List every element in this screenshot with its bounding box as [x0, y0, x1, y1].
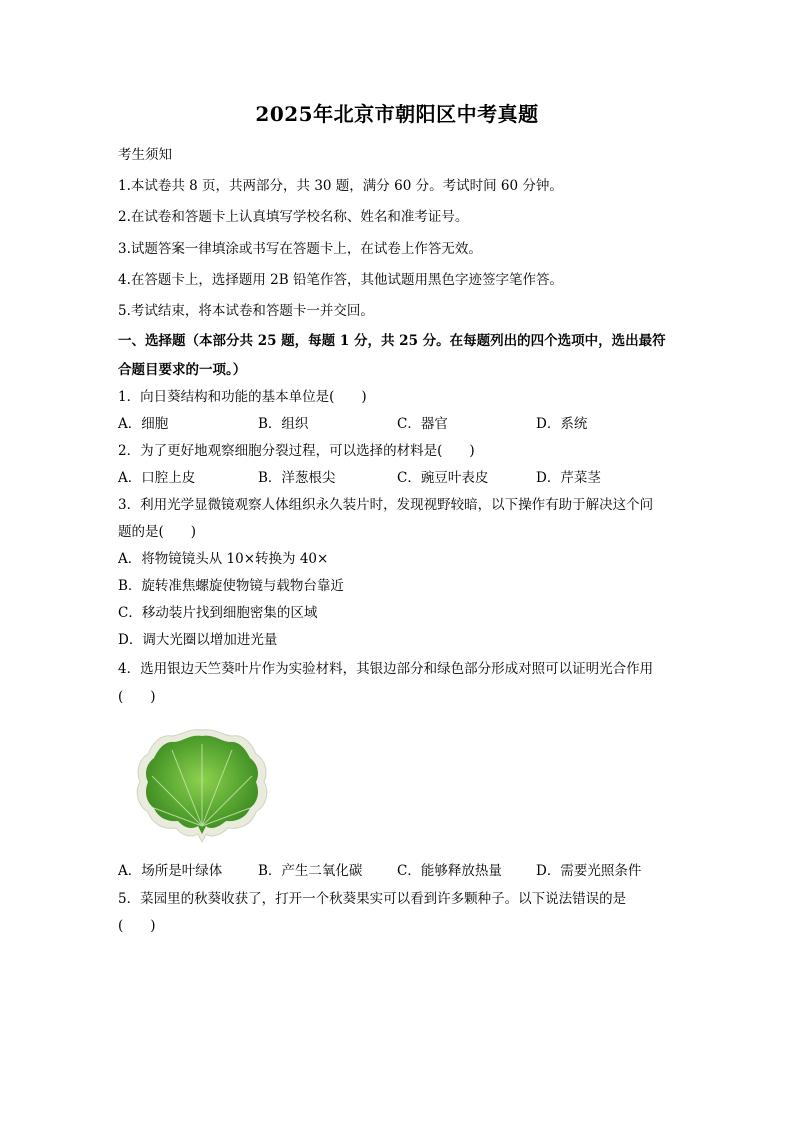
question-5-stem-line1: 5．菜园里的秋葵收获了，打开一个秋葵果实可以看到许多颗种子。以下说法错误的是 — [118, 891, 627, 907]
q1-option-d: D．系统 — [536, 416, 588, 432]
question-4-options — [118, 862, 678, 880]
q3-option-d: D．调大光圈以增加进光量 — [118, 632, 278, 648]
geranium-leaf-image — [132, 726, 272, 846]
question-3-stem-line2: 题的是( ) — [118, 524, 197, 540]
q2-option-c: C．豌豆叶表皮 — [397, 470, 489, 486]
exam-title: 2025年北京市朝阳区中考真题 — [255, 102, 539, 126]
question-2-options — [118, 469, 678, 487]
q1-option-a: A．细胞 — [118, 416, 169, 432]
q3-option-c: C．移动装片找到细胞密集的区域 — [118, 605, 318, 621]
notice-item: 1.本试卷共 8 页，共两部分，共 30 题，满分 60 分。考试时间 60 分钟。 — [118, 178, 563, 194]
question-3-stem-line1: 3．利用光学显微镜观察人体组织永久装片时，发现视野较暗，以下操作有助于解决这个问 — [118, 497, 654, 513]
question-4-stem-line1: 4．选用银边天竺葵叶片作为实验材料，其银边部分和绿色部分形成对照可以证明光合作用 — [118, 661, 654, 677]
section-heading-line1: 一、选择题（本部分共 25 题，每题 1 分，共 25 分。在每题列出的四个选项中，选出最符 — [118, 333, 666, 349]
q3-option-b: B．旋转准焦螺旋使物镜与载物台靠近 — [118, 578, 344, 594]
q4-option-d: D．需要光照条件 — [536, 863, 642, 879]
question-4-stem-line2: ( ) — [118, 689, 156, 705]
notice-item: 3.试题答案一律填涂或书写在答题卡上，在试卷上作答无效。 — [118, 241, 482, 257]
notice-item: 5.考试结束，将本试卷和答题卡一并交回。 — [118, 303, 374, 319]
notice-heading: 考生须知 — [118, 147, 172, 163]
question-1-options — [118, 415, 678, 433]
q4-option-b: B．产生二氧化碳 — [258, 863, 363, 879]
q2-option-d: D．芹菜茎 — [536, 470, 601, 486]
question-2-stem: 2．为了更好地观察细胞分裂过程，可以选择的材料是( ) — [118, 443, 475, 459]
q1-option-b: B．组织 — [258, 416, 309, 432]
q1-option-c: C．器官 — [397, 416, 448, 432]
question-5-stem-line2: ( ) — [118, 918, 156, 934]
q2-option-a: A．口腔上皮 — [118, 470, 196, 486]
q4-option-a: A．场所是叶绿体 — [118, 863, 223, 879]
section-heading-line2: 合题目要求的一项。） — [118, 362, 247, 378]
q2-option-b: B．洋葱根尖 — [258, 470, 336, 486]
q3-option-a: A．将物镜镜头从 10×转换为 40× — [118, 551, 329, 567]
q4-option-c: C．能够释放热量 — [397, 863, 502, 879]
notice-item: 2.在试卷和答题卡上认真填写学校名称、姓名和准考证号。 — [118, 209, 469, 225]
notice-item: 4.在答题卡上，选择题用 2B 铅笔作答，其他试题用黑色字迹签字笔作答。 — [118, 272, 563, 288]
question-1-stem: 1．向日葵结构和功能的基本单位是( ) — [118, 389, 367, 405]
